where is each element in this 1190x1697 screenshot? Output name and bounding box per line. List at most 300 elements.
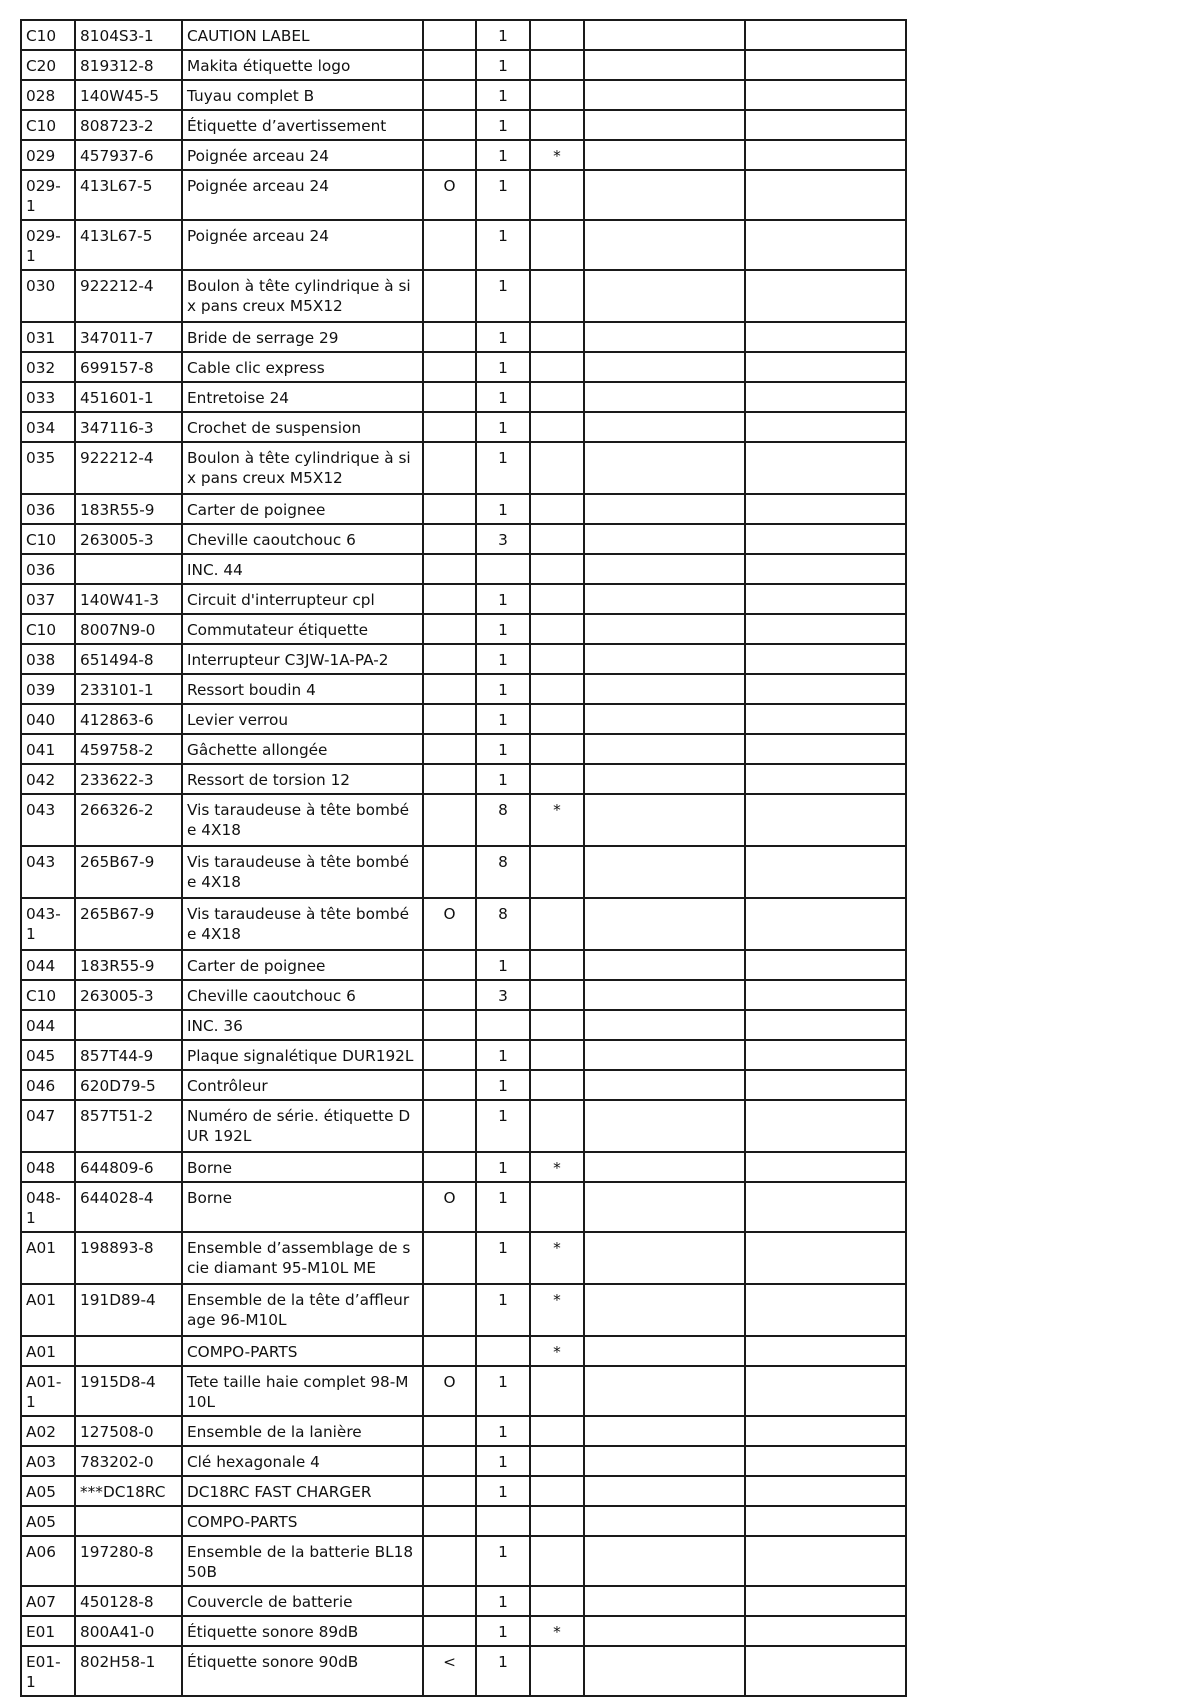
item-number-cell: 028 xyxy=(21,80,75,110)
quantity-cell: 1 xyxy=(476,1416,530,1446)
note-mark-cell: * xyxy=(530,1336,584,1366)
part-number-cell: 347011-7 xyxy=(75,322,182,352)
part-number-cell: 191D89-4 xyxy=(75,1284,182,1336)
extra-cell-2 xyxy=(745,950,906,980)
change-flag-cell xyxy=(423,20,476,50)
part-number-cell: 413L67-5 xyxy=(75,220,182,270)
note-mark-cell xyxy=(530,1586,584,1616)
quantity-cell: 1 xyxy=(476,764,530,794)
table-row xyxy=(21,1070,906,1100)
description-cell: Vis taraudeuse à tête bombée 4X18 xyxy=(182,794,423,846)
extra-cell-2 xyxy=(745,170,906,220)
change-flag-cell xyxy=(423,1232,476,1284)
change-flag-cell xyxy=(423,322,476,352)
quantity-cell: 8 xyxy=(476,846,530,898)
quantity-cell: 1 xyxy=(476,734,530,764)
extra-cell-2 xyxy=(745,1536,906,1586)
description-cell: Ensemble de la tête d’affleurage 96-M10L xyxy=(182,1284,423,1336)
quantity-cell: 1 xyxy=(476,322,530,352)
part-number-cell: 197280-8 xyxy=(75,1536,182,1586)
quantity-cell: 1 xyxy=(476,1152,530,1182)
note-mark-cell: * xyxy=(530,140,584,170)
extra-cell-2 xyxy=(745,1010,906,1040)
change-flag-cell xyxy=(423,584,476,614)
extra-cell-1 xyxy=(584,140,745,170)
quantity-cell: 1 xyxy=(476,1182,530,1232)
change-flag-cell xyxy=(423,1446,476,1476)
description-cell: Vis taraudeuse à tête bombée 4X18 xyxy=(182,898,423,950)
extra-cell-1 xyxy=(584,382,745,412)
item-number-cell: 048 xyxy=(21,1152,75,1182)
change-flag-cell xyxy=(423,1284,476,1336)
quantity-cell: 1 xyxy=(476,644,530,674)
note-mark-cell xyxy=(530,704,584,734)
description-cell: Ensemble d’assemblage de scie diamant 95-M10L ME xyxy=(182,1232,423,1284)
part-number-cell: 183R55-9 xyxy=(75,950,182,980)
change-flag-cell xyxy=(423,950,476,980)
description-cell: COMPO-PARTS xyxy=(182,1336,423,1366)
description-cell: Commutateur étiquette xyxy=(182,614,423,644)
table-row xyxy=(21,584,906,614)
extra-cell-1 xyxy=(584,980,745,1010)
extra-cell-1 xyxy=(584,704,745,734)
extra-cell-1 xyxy=(584,1070,745,1100)
extra-cell-2 xyxy=(745,1336,906,1366)
extra-cell-2 xyxy=(745,110,906,140)
extra-cell-1 xyxy=(584,1182,745,1232)
extra-cell-1 xyxy=(584,1586,745,1616)
extra-cell-1 xyxy=(584,50,745,80)
change-flag-cell xyxy=(423,644,476,674)
note-mark-cell xyxy=(530,734,584,764)
description-cell: Couvercle de batterie xyxy=(182,1586,423,1616)
quantity-cell: 1 xyxy=(476,494,530,524)
note-mark-cell xyxy=(530,1506,584,1536)
extra-cell-1 xyxy=(584,524,745,554)
change-flag-cell xyxy=(423,1010,476,1040)
table-row xyxy=(21,614,906,644)
item-number-cell: 040 xyxy=(21,704,75,734)
change-flag-cell xyxy=(423,1616,476,1646)
item-number-cell: 041 xyxy=(21,734,75,764)
extra-cell-1 xyxy=(584,950,745,980)
extra-cell-1 xyxy=(584,1040,745,1070)
item-number-cell: 036 xyxy=(21,554,75,584)
change-flag-cell xyxy=(423,382,476,412)
extra-cell-2 xyxy=(745,1100,906,1152)
part-number-cell: 198893-8 xyxy=(75,1232,182,1284)
extra-cell-2 xyxy=(745,980,906,1010)
note-mark-cell xyxy=(530,20,584,50)
extra-cell-1 xyxy=(584,1476,745,1506)
note-mark-cell: * xyxy=(530,794,584,846)
quantity-cell: 1 xyxy=(476,1232,530,1284)
change-flag-cell xyxy=(423,1152,476,1182)
item-number-cell: 030 xyxy=(21,270,75,322)
part-number-cell: 922212-4 xyxy=(75,442,182,494)
description-cell: Levier verrou xyxy=(182,704,423,734)
table-row xyxy=(21,524,906,554)
extra-cell-1 xyxy=(584,352,745,382)
table-row xyxy=(21,1152,906,1182)
table-row xyxy=(21,1336,906,1366)
change-flag-cell xyxy=(423,614,476,644)
note-mark-cell xyxy=(530,898,584,950)
note-mark-cell: * xyxy=(530,1616,584,1646)
quantity-cell: 1 xyxy=(476,382,530,412)
extra-cell-2 xyxy=(745,1416,906,1446)
part-number-cell: 8007N9-0 xyxy=(75,614,182,644)
note-mark-cell xyxy=(530,524,584,554)
part-number-cell: 127508-0 xyxy=(75,1416,182,1446)
quantity-cell: 1 xyxy=(476,442,530,494)
table-row xyxy=(21,1182,906,1232)
parts-table-body xyxy=(21,20,906,1696)
extra-cell-2 xyxy=(745,382,906,412)
quantity-cell xyxy=(476,554,530,584)
extra-cell-1 xyxy=(584,170,745,220)
description-cell: Cable clic express xyxy=(182,352,423,382)
quantity-cell: 8 xyxy=(476,898,530,950)
quantity-cell: 1 xyxy=(476,1070,530,1100)
table-row xyxy=(21,950,906,980)
extra-cell-1 xyxy=(584,412,745,442)
quantity-cell: 1 xyxy=(476,80,530,110)
extra-cell-2 xyxy=(745,442,906,494)
description-cell: INC. 36 xyxy=(182,1010,423,1040)
item-number-cell: 042 xyxy=(21,764,75,794)
quantity-cell: 1 xyxy=(476,220,530,270)
extra-cell-1 xyxy=(584,1152,745,1182)
change-flag-cell xyxy=(423,50,476,80)
quantity-cell: 1 xyxy=(476,1476,530,1506)
description-cell: DC18RC FAST CHARGER xyxy=(182,1476,423,1506)
quantity-cell: 1 xyxy=(476,50,530,80)
part-number-cell: 347116-3 xyxy=(75,412,182,442)
description-cell: Borne xyxy=(182,1152,423,1182)
extra-cell-2 xyxy=(745,50,906,80)
extra-cell-2 xyxy=(745,644,906,674)
item-number-cell: C10 xyxy=(21,110,75,140)
description-cell: Interrupteur C3JW-1A-PA-2 xyxy=(182,644,423,674)
part-number-cell: 140W41-3 xyxy=(75,584,182,614)
parts-list-sheet xyxy=(20,19,905,1697)
extra-cell-1 xyxy=(584,734,745,764)
extra-cell-2 xyxy=(745,734,906,764)
item-number-cell: 033 xyxy=(21,382,75,412)
extra-cell-2 xyxy=(745,674,906,704)
table-row xyxy=(21,1366,906,1416)
extra-cell-2 xyxy=(745,584,906,614)
note-mark-cell xyxy=(530,1446,584,1476)
extra-cell-1 xyxy=(584,1284,745,1336)
part-number-cell: 800A41-0 xyxy=(75,1616,182,1646)
description-cell: Ressort boudin 4 xyxy=(182,674,423,704)
table-row xyxy=(21,1446,906,1476)
item-number-cell: 036 xyxy=(21,494,75,524)
quantity-cell: 1 xyxy=(476,352,530,382)
quantity-cell: 1 xyxy=(476,704,530,734)
extra-cell-1 xyxy=(584,554,745,584)
note-mark-cell xyxy=(530,1010,584,1040)
extra-cell-1 xyxy=(584,322,745,352)
change-flag-cell xyxy=(423,734,476,764)
table-row xyxy=(21,270,906,322)
change-flag-cell xyxy=(423,220,476,270)
table-row xyxy=(21,382,906,412)
part-number-cell: 459758-2 xyxy=(75,734,182,764)
change-flag-cell xyxy=(423,352,476,382)
table-row xyxy=(21,110,906,140)
part-number-cell: 857T51-2 xyxy=(75,1100,182,1152)
quantity-cell: 1 xyxy=(476,110,530,140)
extra-cell-1 xyxy=(584,764,745,794)
change-flag-cell xyxy=(423,140,476,170)
description-cell: Numéro de série. étiquette DUR 192L xyxy=(182,1100,423,1152)
item-number-cell: 044 xyxy=(21,950,75,980)
item-number-cell: C10 xyxy=(21,614,75,644)
change-flag-cell: O xyxy=(423,170,476,220)
part-number-cell xyxy=(75,1336,182,1366)
note-mark-cell: * xyxy=(530,1232,584,1284)
table-row xyxy=(21,554,906,584)
extra-cell-2 xyxy=(745,1586,906,1616)
item-number-cell: 046 xyxy=(21,1070,75,1100)
part-number-cell: 233101-1 xyxy=(75,674,182,704)
description-cell: Crochet de suspension xyxy=(182,412,423,442)
table-row xyxy=(21,674,906,704)
description-cell: Poignée arceau 24 xyxy=(182,140,423,170)
item-number-cell: 045 xyxy=(21,1040,75,1070)
part-number-cell xyxy=(75,1010,182,1040)
table-row xyxy=(21,794,906,846)
change-flag-cell xyxy=(423,442,476,494)
quantity-cell: 1 xyxy=(476,1446,530,1476)
description-cell: INC. 44 xyxy=(182,554,423,584)
item-number-cell: 043-1 xyxy=(21,898,75,950)
quantity-cell: 1 xyxy=(476,140,530,170)
item-number-cell: A06 xyxy=(21,1536,75,1586)
table-row xyxy=(21,1416,906,1446)
item-number-cell: 029-1 xyxy=(21,170,75,220)
note-mark-cell xyxy=(530,494,584,524)
quantity-cell: 8 xyxy=(476,794,530,846)
item-number-cell: C10 xyxy=(21,20,75,50)
note-mark-cell xyxy=(530,980,584,1010)
quantity-cell: 1 xyxy=(476,1366,530,1416)
extra-cell-1 xyxy=(584,1336,745,1366)
extra-cell-1 xyxy=(584,442,745,494)
note-mark-cell xyxy=(530,110,584,140)
note-mark-cell xyxy=(530,322,584,352)
change-flag-cell xyxy=(423,1536,476,1586)
extra-cell-2 xyxy=(745,554,906,584)
extra-cell-2 xyxy=(745,20,906,50)
extra-cell-1 xyxy=(584,1232,745,1284)
table-row xyxy=(21,846,906,898)
part-number-cell: 620D79-5 xyxy=(75,1070,182,1100)
table-row xyxy=(21,1040,906,1070)
note-mark-cell xyxy=(530,1646,584,1696)
quantity-cell: 3 xyxy=(476,980,530,1010)
extra-cell-1 xyxy=(584,110,745,140)
description-cell: Cheville caoutchouc 6 xyxy=(182,980,423,1010)
item-number-cell: 038 xyxy=(21,644,75,674)
extra-cell-1 xyxy=(584,898,745,950)
note-mark-cell xyxy=(530,412,584,442)
part-number-cell: ***DC18RC xyxy=(75,1476,182,1506)
extra-cell-2 xyxy=(745,1446,906,1476)
description-cell: CAUTION LABEL xyxy=(182,20,423,50)
part-number-cell: 451601-1 xyxy=(75,382,182,412)
item-number-cell: 035 xyxy=(21,442,75,494)
extra-cell-1 xyxy=(584,1536,745,1586)
note-mark-cell xyxy=(530,1070,584,1100)
change-flag-cell: O xyxy=(423,1182,476,1232)
extra-cell-1 xyxy=(584,494,745,524)
table-row xyxy=(21,140,906,170)
change-flag-cell xyxy=(423,1476,476,1506)
part-number-cell: 922212-4 xyxy=(75,270,182,322)
extra-cell-1 xyxy=(584,614,745,644)
item-number-cell: 043 xyxy=(21,846,75,898)
change-flag-cell xyxy=(423,110,476,140)
note-mark-cell xyxy=(530,584,584,614)
extra-cell-2 xyxy=(745,1476,906,1506)
change-flag-cell xyxy=(423,554,476,584)
part-number-cell: 651494-8 xyxy=(75,644,182,674)
change-flag-cell: O xyxy=(423,1366,476,1416)
description-cell: Tete taille haie complet 98-M10L xyxy=(182,1366,423,1416)
part-number-cell: 644028-4 xyxy=(75,1182,182,1232)
note-mark-cell xyxy=(530,1416,584,1446)
extra-cell-2 xyxy=(745,846,906,898)
description-cell: Ressort de torsion 12 xyxy=(182,764,423,794)
note-mark-cell xyxy=(530,442,584,494)
note-mark-cell: * xyxy=(530,1152,584,1182)
quantity-cell: 1 xyxy=(476,170,530,220)
description-cell: Entretoise 24 xyxy=(182,382,423,412)
extra-cell-2 xyxy=(745,1182,906,1232)
note-mark-cell xyxy=(530,1366,584,1416)
change-flag-cell xyxy=(423,524,476,554)
change-flag-cell xyxy=(423,1100,476,1152)
note-mark-cell xyxy=(530,1476,584,1506)
item-number-cell: 048-1 xyxy=(21,1182,75,1232)
item-number-cell: A01-1 xyxy=(21,1366,75,1416)
part-number-cell: 413L67-5 xyxy=(75,170,182,220)
table-row xyxy=(21,734,906,764)
note-mark-cell xyxy=(530,1182,584,1232)
description-cell: Gâchette allongée xyxy=(182,734,423,764)
note-mark-cell xyxy=(530,270,584,322)
table-row xyxy=(21,352,906,382)
change-flag-cell xyxy=(423,846,476,898)
quantity-cell: 1 xyxy=(476,1616,530,1646)
item-number-cell: C20 xyxy=(21,50,75,80)
description-cell: Vis taraudeuse à tête bombée 4X18 xyxy=(182,846,423,898)
extra-cell-2 xyxy=(745,1040,906,1070)
extra-cell-1 xyxy=(584,794,745,846)
extra-cell-1 xyxy=(584,1100,745,1152)
description-cell: Tuyau complet B xyxy=(182,80,423,110)
table-row xyxy=(21,412,906,442)
table-row xyxy=(21,442,906,494)
extra-cell-1 xyxy=(584,220,745,270)
change-flag-cell xyxy=(423,1070,476,1100)
table-row xyxy=(21,1616,906,1646)
change-flag-cell xyxy=(423,704,476,734)
extra-cell-1 xyxy=(584,1616,745,1646)
description-cell: Poignée arceau 24 xyxy=(182,220,423,270)
part-number-cell xyxy=(75,554,182,584)
extra-cell-2 xyxy=(745,1232,906,1284)
quantity-cell: 1 xyxy=(476,1646,530,1696)
item-number-cell: 029-1 xyxy=(21,220,75,270)
change-flag-cell xyxy=(423,674,476,704)
part-number-cell: 8104S3-1 xyxy=(75,20,182,50)
part-number-cell: 699157-8 xyxy=(75,352,182,382)
table-row xyxy=(21,898,906,950)
item-number-cell: A03 xyxy=(21,1446,75,1476)
table-row xyxy=(21,20,906,50)
table-row xyxy=(21,50,906,80)
part-number-cell: 263005-3 xyxy=(75,980,182,1010)
note-mark-cell xyxy=(530,352,584,382)
extra-cell-1 xyxy=(584,80,745,110)
item-number-cell: C10 xyxy=(21,980,75,1010)
description-cell: Borne xyxy=(182,1182,423,1232)
quantity-cell: 1 xyxy=(476,950,530,980)
extra-cell-2 xyxy=(745,704,906,734)
note-mark-cell xyxy=(530,764,584,794)
table-row xyxy=(21,1646,906,1696)
part-number-cell: 265B67-9 xyxy=(75,846,182,898)
description-cell: Étiquette sonore 90dB xyxy=(182,1646,423,1696)
item-number-cell: A05 xyxy=(21,1476,75,1506)
quantity-cell: 1 xyxy=(476,20,530,50)
extra-cell-2 xyxy=(745,898,906,950)
extra-cell-2 xyxy=(745,1616,906,1646)
table-row xyxy=(21,1476,906,1506)
extra-cell-1 xyxy=(584,20,745,50)
part-number-cell: 644809-6 xyxy=(75,1152,182,1182)
item-number-cell: A01 xyxy=(21,1232,75,1284)
table-row xyxy=(21,1586,906,1616)
extra-cell-2 xyxy=(745,412,906,442)
item-number-cell: C10 xyxy=(21,524,75,554)
extra-cell-2 xyxy=(745,1366,906,1416)
table-row xyxy=(21,220,906,270)
item-number-cell: 037 xyxy=(21,584,75,614)
extra-cell-1 xyxy=(584,1446,745,1476)
description-cell: Étiquette sonore 89dB xyxy=(182,1616,423,1646)
item-number-cell: 032 xyxy=(21,352,75,382)
part-number-cell: 412863-6 xyxy=(75,704,182,734)
quantity-cell: 3 xyxy=(476,524,530,554)
extra-cell-2 xyxy=(745,614,906,644)
note-mark-cell xyxy=(530,554,584,584)
change-flag-cell xyxy=(423,1336,476,1366)
quantity-cell: 1 xyxy=(476,1040,530,1070)
item-number-cell: 029 xyxy=(21,140,75,170)
item-number-cell: 044 xyxy=(21,1010,75,1040)
part-number-cell: 1915D8-4 xyxy=(75,1366,182,1416)
table-row xyxy=(21,1536,906,1586)
part-number-cell: 819312-8 xyxy=(75,50,182,80)
part-number-cell: 233622-3 xyxy=(75,764,182,794)
part-number-cell: 457937-6 xyxy=(75,140,182,170)
